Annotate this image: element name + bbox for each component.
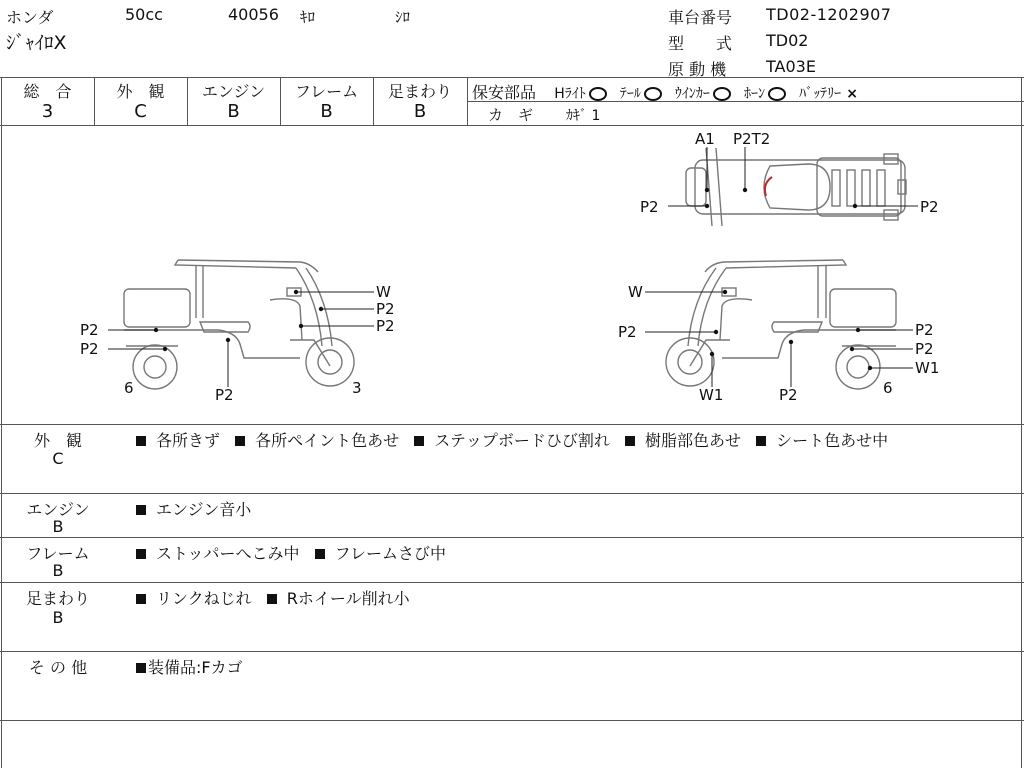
grade-value-overall: 3 bbox=[41, 101, 54, 122]
note-item: 装備品:Fカゴ bbox=[148, 658, 243, 677]
ok-circle-icon bbox=[768, 87, 786, 101]
left-p2-b-label: P2 bbox=[376, 317, 395, 335]
bullet-square-icon bbox=[756, 436, 766, 446]
grade-value-suspension: B bbox=[413, 101, 427, 122]
engine-label: 原 動 機 bbox=[668, 60, 727, 79]
note-item: リンクねじれ bbox=[156, 589, 252, 608]
note-item: シート色あせ中 bbox=[776, 431, 889, 450]
right-w1-label: W1 bbox=[915, 359, 940, 377]
note-grade-suspension: B bbox=[52, 608, 64, 627]
note-items-exterior bbox=[136, 428, 898, 451]
divider bbox=[0, 582, 1024, 583]
divider bbox=[467, 77, 468, 125]
right-p2-a-label: P2 bbox=[915, 321, 934, 339]
body-color: ｼﾛ bbox=[395, 8, 411, 26]
note-cat-engine: エンジン bbox=[26, 500, 90, 519]
note-item: 各所ペイント色あせ bbox=[255, 431, 400, 450]
ok-circle-icon bbox=[713, 87, 731, 101]
note-grade-exterior: C bbox=[52, 449, 64, 468]
damage-diagram bbox=[0, 126, 1024, 424]
divider bbox=[0, 424, 1024, 425]
bullet-square-icon bbox=[136, 549, 146, 559]
bullet-square-icon bbox=[267, 594, 277, 604]
bullet-square-icon bbox=[315, 549, 325, 559]
ok-circle-icon bbox=[644, 87, 662, 101]
maker: ホンダ bbox=[6, 8, 54, 27]
right-p2-bottom-label: P2 bbox=[779, 386, 798, 404]
ok-circle-icon bbox=[589, 87, 607, 101]
mileage-unit: ｷﾛ bbox=[300, 8, 316, 26]
note-cat-frame: フレーム bbox=[26, 544, 90, 563]
note-item: ステップボードひび割れ bbox=[434, 431, 610, 450]
bullet-square-icon bbox=[136, 505, 146, 515]
bullet-square-icon bbox=[136, 594, 146, 604]
grade-label-suspension: 足まわり bbox=[387, 82, 452, 101]
left-p2-c-label: P2 bbox=[80, 321, 99, 339]
safety-parts bbox=[472, 80, 858, 103]
grade-label-exterior: 外 観 bbox=[116, 82, 165, 101]
note-cat-other: そ の 他 bbox=[28, 658, 88, 677]
safety-horn-label: ﾎｰﾝ bbox=[744, 86, 766, 102]
model-name: ｼﾞｬｲﾛX bbox=[6, 32, 67, 54]
mileage: 40056 bbox=[228, 5, 279, 24]
right-six-label: 6 bbox=[883, 379, 893, 397]
engine-value: TA03E bbox=[766, 57, 816, 76]
divider bbox=[0, 651, 1024, 652]
right-p2-b-label: P2 bbox=[915, 340, 934, 358]
key-value: ｶｷﾞ 1 bbox=[566, 108, 601, 124]
note-items-other bbox=[136, 655, 253, 678]
safety-tail-label: ﾃｰﾙ bbox=[619, 86, 641, 102]
right-view-scooter bbox=[666, 260, 896, 389]
note-item: エンジン音小 bbox=[156, 500, 252, 519]
top-a1-label: A1 bbox=[695, 130, 715, 148]
note-cat-exterior: 外 観 bbox=[33, 431, 82, 450]
bullet-square-icon bbox=[625, 436, 635, 446]
note-grade-engine: B bbox=[52, 517, 64, 536]
grade-value-frame: B bbox=[320, 101, 333, 122]
note-item: Rホイール削れ小 bbox=[286, 589, 410, 608]
left-three-label: 3 bbox=[352, 379, 362, 397]
bullet-square-icon bbox=[136, 436, 146, 446]
note-item: ストッパーへこみ中 bbox=[156, 544, 300, 563]
grade-label-engine: エンジン bbox=[201, 82, 266, 101]
top-p2-right-label: P2 bbox=[920, 198, 939, 216]
safety-winker-label: ｳｲﾝｶｰ bbox=[674, 86, 710, 102]
note-item: 樹脂部色あせ bbox=[645, 431, 742, 450]
frame-no-label: 車台番号 bbox=[668, 8, 733, 27]
left-p2-a-label: P2 bbox=[376, 300, 395, 318]
safety-title: 保安部品 bbox=[472, 83, 537, 102]
right-p2-left-label: P2 bbox=[618, 323, 637, 341]
note-item: 各所きず bbox=[156, 431, 221, 450]
bullet-square-icon bbox=[235, 436, 245, 446]
right-w1-bottom-label: W1 bbox=[699, 386, 724, 404]
note-item: フレームさび中 bbox=[334, 544, 446, 563]
left-view-scooter bbox=[124, 260, 354, 389]
left-w-label: W bbox=[376, 283, 391, 301]
divider bbox=[0, 720, 1024, 721]
frame-no: TD02-1202907 bbox=[766, 5, 892, 24]
key-label: カ ギ bbox=[488, 106, 534, 124]
grade-label-overall: 総 合 bbox=[23, 82, 72, 101]
top-p2-left-label: P2 bbox=[640, 198, 659, 216]
safety-headlight-label: Hﾗｲﾄ bbox=[554, 86, 586, 102]
grade-value-exterior: C bbox=[134, 101, 147, 122]
left-p2-bottom-label: P2 bbox=[215, 386, 234, 404]
right-w-label: W bbox=[628, 283, 643, 301]
displacement: 50cc bbox=[125, 5, 163, 24]
note-grade-frame: B bbox=[52, 561, 64, 580]
safety-battery-status: × bbox=[846, 86, 858, 102]
top-p2t2-label: P2T2 bbox=[733, 130, 771, 148]
bullet-square-icon bbox=[414, 436, 424, 446]
safety-battery-label: ﾊﾞｯﾃﾘｰ bbox=[799, 86, 842, 102]
top-view-scooter bbox=[686, 148, 906, 226]
divider bbox=[0, 77, 1024, 78]
left-six-label: 6 bbox=[124, 379, 134, 397]
divider bbox=[0, 537, 1024, 538]
grade-label-frame: フレーム bbox=[294, 82, 359, 101]
divider bbox=[0, 493, 1024, 494]
note-items-suspension bbox=[136, 586, 420, 609]
grade-value-engine: B bbox=[227, 101, 240, 122]
damage-mark-icon bbox=[765, 177, 772, 196]
bullet-square-icon bbox=[136, 663, 146, 673]
left-p2-d-label: P2 bbox=[80, 340, 99, 358]
type-label: 型 式 bbox=[668, 34, 733, 53]
type-value: TD02 bbox=[766, 31, 809, 50]
note-items-engine bbox=[136, 497, 261, 520]
note-cat-suspension: 足まわり bbox=[25, 589, 90, 608]
note-items-frame bbox=[136, 541, 456, 564]
